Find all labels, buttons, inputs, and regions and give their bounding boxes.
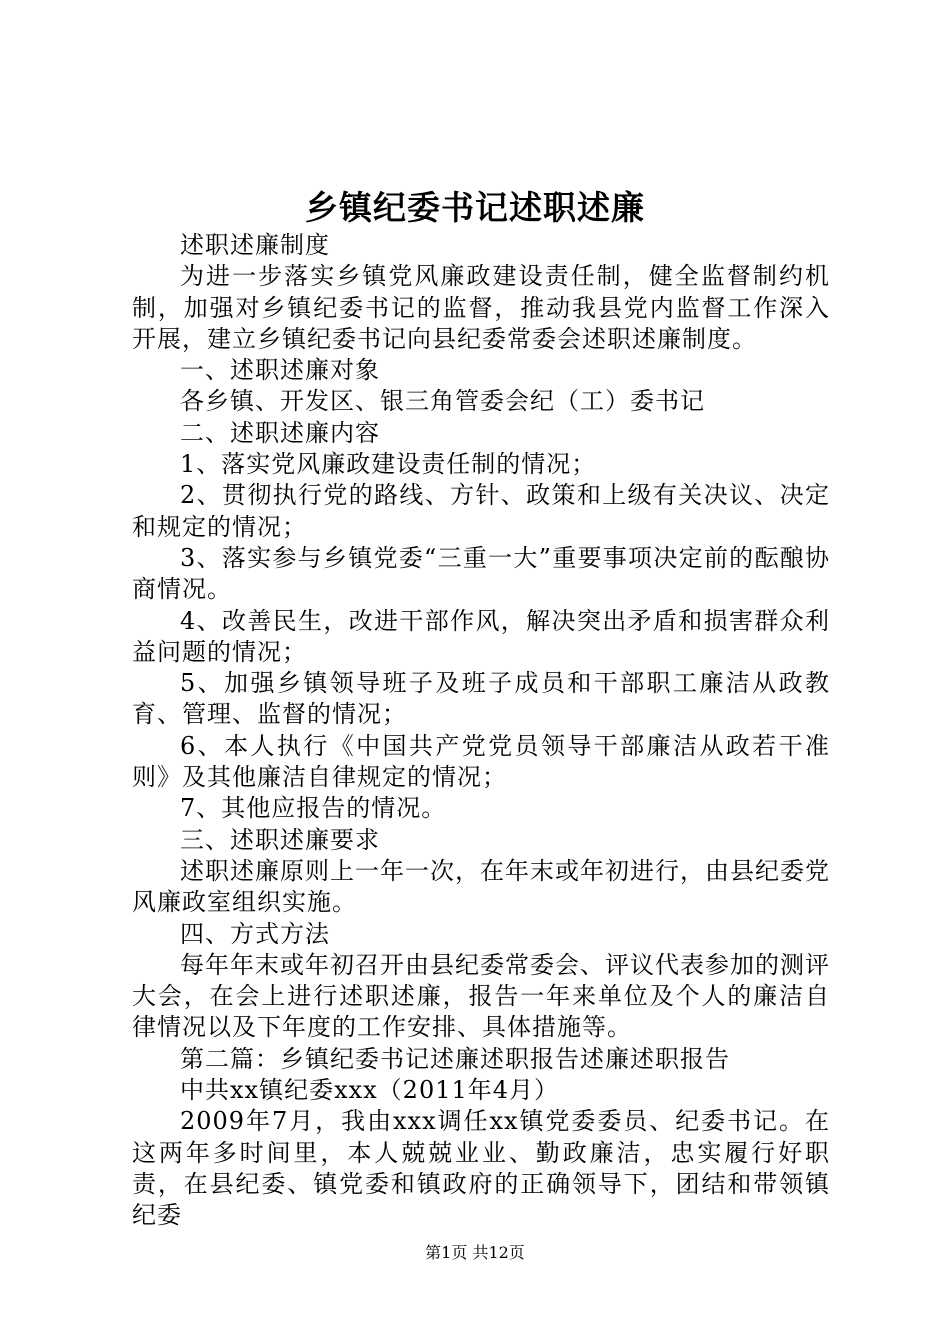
list-item-7: 7、其他应报告的情况。 bbox=[180, 794, 447, 823]
page-number: 第1页 共12页 bbox=[425, 1243, 525, 1262]
list-item-3: 3、落实参与乡镇党委“三重一大”重要事项决定前的酝酿协商情况。 bbox=[132, 543, 830, 604]
section-heading-3: 三、述职述廉要求 bbox=[180, 825, 380, 854]
paragraph-methods: 每年年末或年初召开由县纪委常委会、评议代表参加的测评大会，在会上进行述职述廉，报告一年来单位及个人的廉洁自律情况以及下年度的工作安排、具体措施等。 bbox=[132, 950, 830, 1042]
document-body bbox=[132, 230, 830, 1232]
document-title: 乡镇纪委书记述职述廉 bbox=[305, 188, 645, 227]
part-two-heading: 第二篇：乡镇纪委书记述廉述职报告述廉述职报告 bbox=[180, 1044, 730, 1073]
paragraph-heading-system: 述职述廉制度 bbox=[180, 231, 330, 259]
section-heading-2: 二、述职述廉内容 bbox=[180, 418, 380, 447]
paragraph-targets: 各乡镇、开发区、银三角管委会纪（工）委书记 bbox=[180, 387, 705, 416]
list-item-2: 2、贯彻执行党的路线、方针、政策和上级有关决议、决定和规定的情况； bbox=[132, 481, 830, 541]
paragraph-requirements: 述职述廉原则上一年一次，在年末或年初进行，由县纪委党风廉政室组织实施。 bbox=[132, 856, 830, 917]
list-item-5: 5、加强乡镇领导班子及班子成员和干部职工廉洁从政教育、管理、监督的情况； bbox=[132, 669, 830, 729]
list-item-6: 6、本人执行《中国共产党党员领导干部廉洁从政若干准则》及其他廉洁自律规定的情况； bbox=[132, 731, 830, 792]
section-heading-4: 四、方式方法 bbox=[180, 919, 330, 948]
list-item-4: 4、改善民生，改进干部作风，解决突出矛盾和损害群众利益问题的情况； bbox=[132, 606, 830, 666]
section-heading-1: 一、述职述廉对象 bbox=[180, 356, 380, 385]
list-item-1: 1、落实党风廉政建设责任制的情况； bbox=[180, 450, 597, 479]
paragraph-intro: 为进一步落实乡镇党风廉政建设责任制，健全监督制约机制，加强对乡镇纪委书记的监督，推动我县党内监督工作深入开展，建立乡镇纪委书记向县纪委常委会述职述廉制度。 bbox=[132, 262, 830, 353]
report-paragraph-1: 2009年7月，我由xxx调任xx镇党委委员、纪委书记。在这两年多时间里，本人兢兢业业、勤政廉洁，忠实履行好职责，在县纪委、镇党委和镇政府的正确领导下，团结和带领镇纪委 bbox=[132, 1107, 830, 1230]
report-byline: 中共xx镇纪委xxx（2011年4月） bbox=[180, 1076, 560, 1105]
